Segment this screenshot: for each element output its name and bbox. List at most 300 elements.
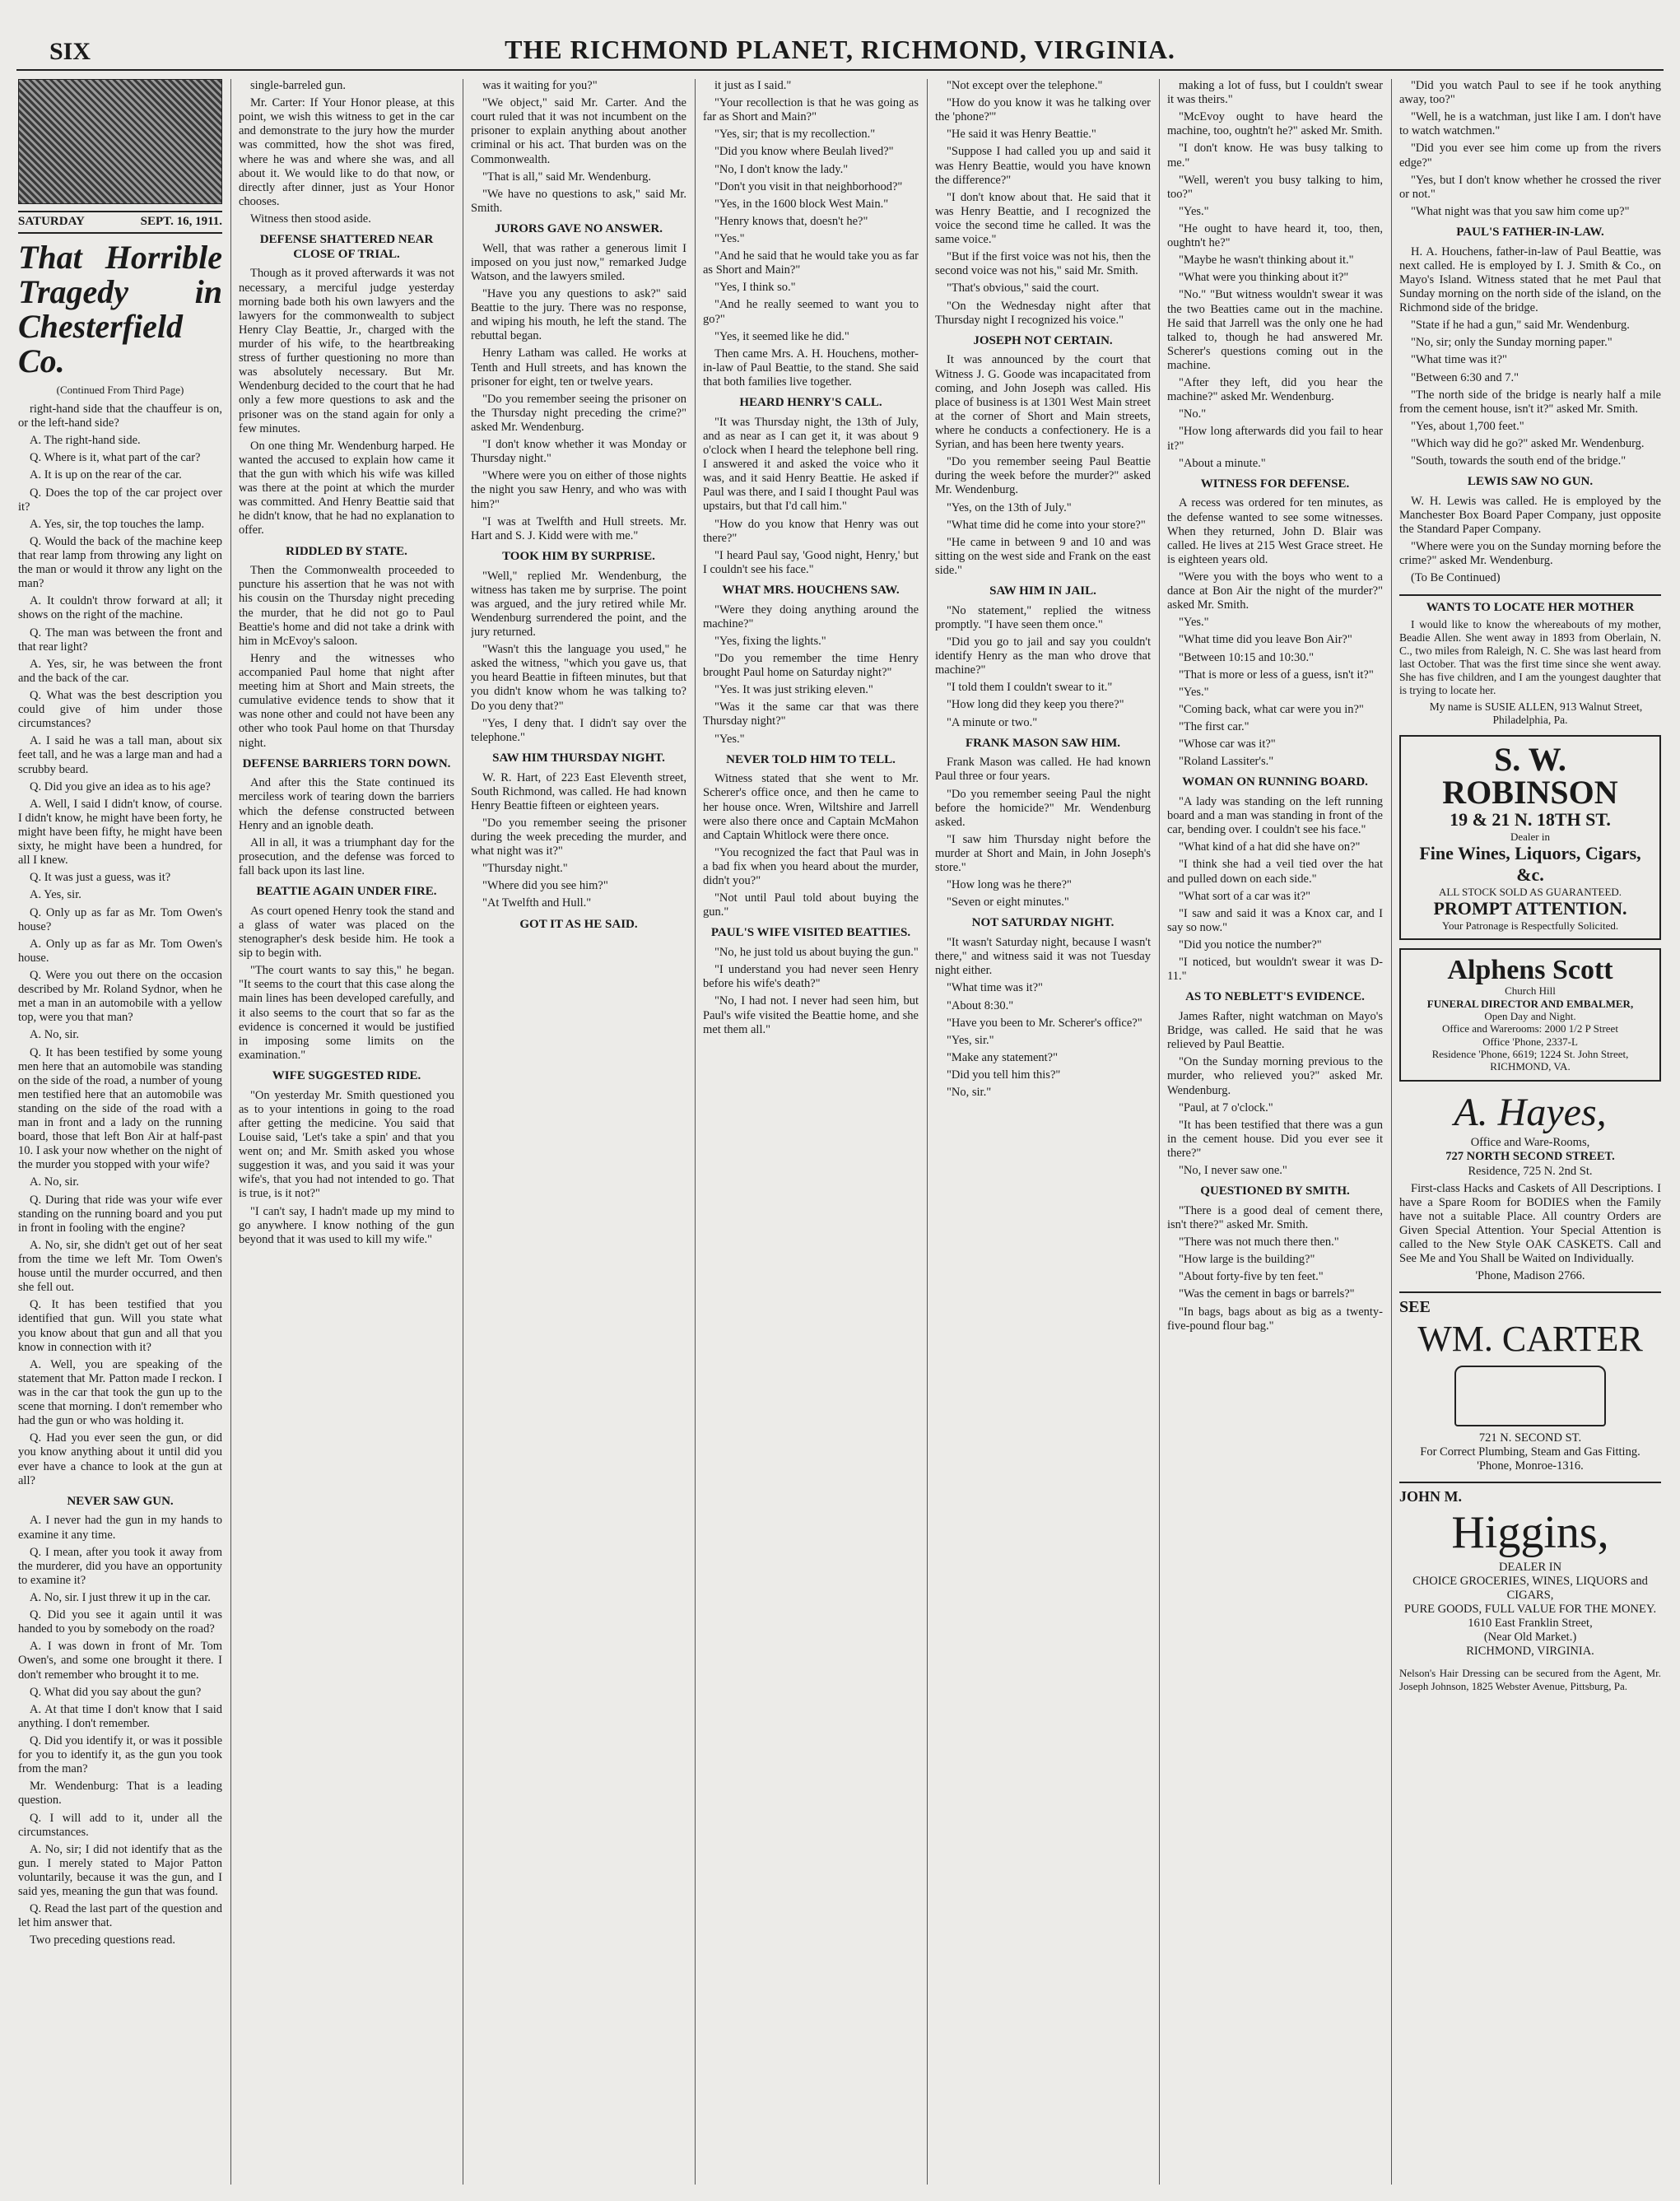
- col6-subhead-1: WITNESS FOR DEFENSE.: [1200, 477, 1350, 491]
- paragraph: "Yes. It was just striking eleven.": [714, 683, 873, 697]
- paragraph: "Thursday night.": [482, 862, 568, 876]
- paragraph: "I think she had a veil tied over the hat and pulled down on each side.": [1167, 858, 1383, 886]
- paragraph: "I noticed, but wouldn't swear it was D-11.": [1167, 956, 1383, 984]
- col2-subhead-1: DEFENSE SHATTERED NEAR CLOSE OF TRIAL.: [259, 233, 434, 261]
- paragraph: James Rafter, night watchman on Mayo's Bridge, was called. He said that he was relieved by Paul Beattie.: [1167, 1009, 1383, 1052]
- col6-subhead-2: WOMAN ON RUNNING BOARD.: [1182, 775, 1368, 789]
- carter-address: 721 N. SECOND ST.: [1478, 1431, 1582, 1445]
- paragraph: Q. I will add to it, under all the circumstances.: [18, 1811, 222, 1839]
- paragraph: "Not until Paul told about buying the gun.": [703, 891, 919, 919]
- col3-subhead-1: JURORS GAVE NO ANSWER.: [495, 221, 663, 235]
- paragraph: "Don't you visit in that neighborhood?": [714, 179, 903, 193]
- paragraph: "Where did you see him?": [482, 879, 608, 893]
- paragraph: "I saw and said it was a Knox car, and I say so now.": [1167, 906, 1383, 934]
- paragraph: "Paul, at 7 o'clock.": [1179, 1100, 1273, 1114]
- paragraph: "No, I never saw one.": [1179, 1164, 1287, 1178]
- paragraph: Q. Where is it, what part of the car?: [30, 451, 201, 465]
- paragraph: "Yes, I think so.": [714, 281, 796, 295]
- paragraph: was it waiting for you?": [482, 79, 598, 92]
- paragraph: "Yes.": [1179, 204, 1209, 218]
- col3-body: [471, 79, 686, 216]
- robinson-patronage: Your Patronage is Respectfully Solicited.: [1441, 919, 1619, 933]
- col1-body: [18, 403, 222, 1488]
- paragraph: "What night was that you saw him come up?": [1411, 204, 1630, 218]
- paragraph: Henry Latham was called. He works at Tenth and Hull streets, and has known the prisoner for eight, ten or twelve years.: [471, 347, 686, 389]
- paragraph: Q. Only up as far as Mr. Tom Owen's house?: [18, 905, 222, 933]
- paragraph: Witness stated that she went to Mr. Scherer's office once, and then he came to her house once. Wren, Wiltshire and Jarrell were also there once and Captain McMahon and Captain Whitlock were there once.: [703, 772, 919, 842]
- paragraph: Q. What was the best description you could give of him under those circumstances?: [18, 688, 222, 731]
- paragraph: "I don't know whether it was Monday or Thursday night.": [471, 438, 686, 466]
- column-5: [935, 79, 1151, 2185]
- paragraph: "What time did he come into your store?": [947, 518, 1146, 532]
- hayes-ad: [1399, 1090, 1661, 1284]
- paragraph: "I was at Twelfth and Hull streets. Mr. Hart and S. J. Kidd were with me.": [471, 514, 686, 542]
- paragraph: A. No, sir.: [30, 1028, 80, 1042]
- paragraph: "How long did they keep you there?": [947, 698, 1124, 712]
- column-1: [18, 79, 222, 2185]
- column-rule: [230, 79, 231, 2185]
- paragraph: Q. It has been testified that you identified that gun. Will you state what you know about that gun and all that you know in connection with it?: [18, 1298, 222, 1354]
- paragraph: "After they left, did you hear the machine?" asked Mr. Wendenburg.: [1167, 376, 1383, 404]
- column-rule: [695, 79, 696, 2185]
- paragraph: "Yes.": [714, 231, 745, 245]
- paragraph: "But if the first voice was not his, then the second voice was not his," said Mr. Smith.: [935, 250, 1151, 278]
- column-rule: [1391, 79, 1392, 2185]
- want-ad: [1399, 594, 1661, 727]
- col2-body-5: [239, 905, 454, 1063]
- col4-body-2: [703, 416, 919, 577]
- col3-subhead-4: GOT IT AS HE SAID.: [519, 917, 638, 931]
- paragraph: It was announced by the court that Witness J. G. Goode was incapacitated from coming, and John Joseph was called. His place of business is at 1301 West Main street at the corner of Short and Main streets, where he conducts a confectionery. He is a Syrian, and has been here twenty years.: [935, 353, 1151, 452]
- hayes-sub: Office and Ware-Rooms,: [1470, 1136, 1590, 1150]
- column-rule: [1159, 79, 1160, 2185]
- want-ad-body: I would like to know the whereabouts of my mother, Beadie Allen. She went away in 1893 from Oberlain, N. C., two miles from Raleigh, N. C. She was last heard from last October. That was the first time since she went away. She has five children, and I am the youngest daughter that is trying to locate her.: [1399, 618, 1661, 696]
- paragraph: "Where were you on either of those nights the night you saw Henry, and who was with him?": [471, 469, 686, 511]
- higgins-city: RICHMOND, VIRGINIA.: [1466, 1645, 1594, 1659]
- paragraph: "How do you know it was he talking over the 'phone?'": [935, 96, 1151, 124]
- paragraph: Two preceding questions read.: [30, 1933, 175, 1947]
- col4-body-3: [703, 603, 919, 747]
- paragraph: A. Yes, sir.: [30, 888, 81, 902]
- col5-body-4: [935, 756, 1151, 910]
- paragraph: "Maybe he wasn't thinking about it.": [1179, 254, 1354, 268]
- paragraph: "I don't know. He was busy talking to me.": [1167, 142, 1383, 170]
- paragraph: "About 8:30.": [947, 998, 1014, 1012]
- paragraph: "It wasn't Saturday night, because I wasn't there," and witness said it was not Tuesday night either.: [935, 936, 1151, 978]
- col3-body-4: [471, 771, 686, 911]
- carter-ad: [1399, 1291, 1661, 1473]
- paragraph: A. The right-hand side.: [30, 434, 141, 448]
- paragraph: "No." "But witness wouldn't swear it was the two Beatties came out in the machine. He said that Jarrell was the only one he had talked to, though he had answered Mr. Scherer's questions coming out in the machine.: [1167, 288, 1383, 372]
- paragraph: "Well," replied Mr. Wendenburg, the witness has taken me by surprise. The point was argued, and the jury retired while Mr. Wendenburg surrendered the point, and the jury returned.: [471, 569, 686, 639]
- paragraph: Q. It has been testified by some young men here that an automobile was standing on the side of the road, a number of young men testified here that an automobile was standing on the side of the road with a man in front and a lady on the running board, those that left Bon Air at half-past 10. I ask your now whether on the night of the murder you stopped with your wife?: [18, 1045, 222, 1172]
- paragraph: Q. Did you see it again until it was handed to you by somebody on the road?: [18, 1608, 222, 1636]
- paragraph: "Was the cement in bags or barrels?": [1179, 1287, 1355, 1301]
- paragraph: "A minute or two.": [947, 715, 1038, 729]
- paragraph: "Did you watch Paul to see if he took anything away, too?": [1399, 79, 1661, 107]
- col6-body-4: [1167, 1010, 1383, 1178]
- paragraph: Frank Mason was called. He had known Paul three or four years.: [935, 756, 1151, 784]
- paragraph: A. I was down in front of Mr. Tom Owen's, and some one brought it there. I don't remember who brought it to me.: [18, 1640, 222, 1682]
- higgins-dealer: DEALER IN: [1498, 1560, 1562, 1574]
- higgins-tagline: PURE GOODS, FULL VALUE FOR THE MONEY.: [1403, 1602, 1657, 1616]
- paragraph: Q. It was just a guess, was it?: [30, 871, 171, 885]
- paragraph: H. A. Houchens, father-in-law of Paul Beattie, was next called. He is employed by I. J. Smith & Co., on Mayo's Island. Witness stated that he met Paul that Sunday morning on the north side of the island, on the Richmond side of the bridge.: [1399, 244, 1661, 315]
- hayes-name: A. Hayes,: [1454, 1090, 1607, 1134]
- page-number: SIX: [49, 38, 91, 65]
- paragraph: "Do you remember seeing Paul the night before the homicide?" Mr. Wendenburg asked.: [935, 787, 1151, 829]
- paragraph: "What time was it?": [1411, 353, 1507, 367]
- paragraph: Q. The man was between the front and that rear light?: [18, 626, 222, 654]
- col2-intro: single-barreled gun.: [250, 79, 346, 92]
- paragraph: "And he really seemed to want you to go?": [703, 298, 919, 326]
- paragraph: "How long was he there?": [947, 878, 1072, 892]
- col4-body: [703, 79, 919, 389]
- paragraph: "Yes, sir.": [947, 1033, 994, 1047]
- paragraph: A. No, sir; I did not identify that as the gun. I merely stated to Major Patton voluntarily, because it was the gun, and I said yes, meaning the gun that was found.: [18, 1842, 222, 1899]
- paragraph: "On yesterday Mr. Smith questioned you as to your intentions in going to the road after getting the medicine. You said that Louise said, 'Let's take a spin' and that you went on; and Mr. Smith asked you whose suggestion it was, and you said it was your wife's, that you had not intended to go. That is true, is it not?": [239, 1088, 454, 1201]
- col5-body-5: [935, 936, 1151, 1100]
- scott-phone: Office 'Phone, 2337-L: [1482, 1035, 1578, 1048]
- paragraph: "The north side of the bridge is nearly half a mile from the cement house, isn't it?" asked Mr. Smith.: [1399, 388, 1661, 416]
- paragraph: Witness then stood aside.: [250, 212, 371, 226]
- dateline-day: SATURDAY: [18, 215, 85, 228]
- paragraph: "How do you know that Henry was out there?": [703, 517, 919, 545]
- paragraph: "Yes, sir; that is my recollection.": [714, 128, 876, 142]
- column-4: [703, 79, 919, 2185]
- scott-residence: Residence 'Phone, 6619; 1224 St. John Street, RICHMOND, VA.: [1431, 1048, 1629, 1073]
- paragraph: A. Well, I said I didn't know, of course. I didn't know, he might have been forty, he might have been fifty, he might have been sixty, he might have been a hundred, for all I knew.: [18, 797, 222, 868]
- paragraph: W. R. Hart, of 223 East Eleventh street, South Richmond, was called. He had known Henry Beattie fifteen or eighteen years.: [471, 770, 686, 812]
- paragraph: "There is a good deal of cement there, isn't there?" asked Mr. Smith.: [1167, 1203, 1383, 1231]
- robinson-goods: Fine Wines, Liquors, Cigars, &c.: [1419, 842, 1641, 885]
- main-headline: That Horrible Tragedy in Chesterfield Co.: [18, 238, 222, 379]
- robinson-address: 19 & 21 N. 18TH ST.: [1450, 808, 1611, 830]
- higgins-goods: CHOICE GROCERIES, WINES, LIQUORS and CIGARS,: [1412, 1574, 1648, 1602]
- paragraph: "There was not much there then.": [1179, 1235, 1339, 1249]
- paragraph: "Have you been to Mr. Scherer's office?": [947, 1016, 1142, 1030]
- paragraph: "No, I had not. I never had seen him, but Paul's wife visited the Beattie home, and she met them all.": [703, 994, 919, 1036]
- robinson-attention: PROMPT ATTENTION.: [1433, 898, 1627, 919]
- paragraph: Well, that was rather a generous limit I imposed on you just now," remarked Judge Watson, and the lawyers smiled.: [471, 241, 686, 283]
- paragraph: As court opened Henry took the stand and a glass of water was placed on the stenographer's desk beside him. He took a sip to begin with.: [239, 904, 454, 961]
- paragraph: "On the Sunday morning previous to the murder, who relieved you?" asked Mr. Wendenburg.: [1167, 1055, 1383, 1097]
- paragraph: "Did you ever see him come up from the rivers edge?": [1399, 142, 1661, 170]
- paragraph: "Roland Lassiter's.": [1179, 755, 1274, 769]
- paragraph: On one thing Mr. Wendenburg harped. He wanted the accused to explain how came it that the gun with which his wife was killed was there at the point at which the murder was committed. And Henry Beattie said that he didn't know, that he had no explanation to offer.: [239, 439, 454, 537]
- paragraph: (To Be Continued): [1411, 571, 1501, 585]
- masthead-illustration: [18, 79, 222, 204]
- paragraph: "He ought to have heard it, too, then, oughtn't he?": [1167, 221, 1383, 250]
- col5-body: [935, 79, 1151, 328]
- paragraph: "Do you remember seeing the prisoner on the Thursday night preceding the crime?" asked Mr. Wendenburg.: [471, 392, 686, 434]
- higgins-first: JOHN M.: [1399, 1488, 1462, 1505]
- paragraph: "Wasn't this the language you used," he asked the witness, "which you gave us, that you heard Beattie in fifteen minutes, but that you didn't know whom he was talking to? Do you deny that?": [471, 643, 686, 713]
- paragraph: "About forty-five by ten feet.": [1179, 1270, 1324, 1284]
- paragraph: A. I never had the gun in my hands to examine it any time.: [18, 1514, 222, 1542]
- col2-body-6: [239, 1089, 454, 1247]
- bathtub-icon: [1454, 1366, 1606, 1426]
- paragraph: "Not except over the telephone.": [947, 79, 1103, 92]
- paragraph: "Seven or eight minutes.": [947, 896, 1069, 910]
- paragraph: "You recognized the fact that Paul was in a bad fix when you heard about the murder, didn't you?": [703, 845, 919, 888]
- col2-body: [239, 96, 454, 226]
- col3-body-2: [471, 242, 686, 543]
- higgins-ad: [1399, 1482, 1661, 1659]
- paragraph: "Yes.": [714, 732, 745, 746]
- paragraph: "Yes, but I don't know whether he crossed the river or not.": [1399, 173, 1661, 201]
- paragraph: "No, sir; only the Sunday morning paper.": [1411, 336, 1613, 350]
- paragraph: "No statement," replied the witness promptly. "I have seen them once.": [935, 603, 1151, 631]
- col7-body-2: [1399, 245, 1661, 469]
- paragraph: "Were they doing anything around the machine?": [703, 603, 919, 631]
- paragraph: "Do you remember seeing Paul Beattie during the week before the murder?" asked Mr. Wendenburg.: [935, 455, 1151, 497]
- paragraph: "He said it was Henry Beattie.": [947, 128, 1096, 142]
- paragraph: "How large is the building?": [1179, 1253, 1315, 1267]
- paragraph: "I saw him Thursday night before the murder at Short and Main, in John Joseph's store.": [935, 832, 1151, 875]
- paragraph: "Yes, on the 13th of July.": [947, 500, 1072, 514]
- paper-name: THE RICHMOND PLANET, RICHMOND, VIRGINIA.: [505, 35, 1175, 64]
- paragraph: Then the Commonwealth proceeded to puncture his assertion that he was not with his cousin on the Thursday night preceding the murder, that he did not go to Paul Beattie's home and did not take a drink with him in McEvoy's saloon.: [239, 564, 454, 648]
- paragraph: "Did you tell him this?": [947, 1068, 1061, 1082]
- paragraph: "The first car.": [1179, 719, 1250, 733]
- paragraph: "Yes.": [1179, 616, 1209, 630]
- paragraph: "No.": [1179, 407, 1207, 421]
- higgins-near: (Near Old Market.): [1483, 1631, 1577, 1645]
- paragraph: "At Twelfth and Hull.": [482, 896, 592, 910]
- col5-subhead-2: SAW HIM IN JAIL.: [989, 584, 1096, 598]
- paragraph: "He came in between 9 and 10 and was sitting on the west side and Frank on the east side.": [935, 535, 1151, 577]
- paragraph: Q. What did you say about the gun?: [30, 1685, 202, 1699]
- paragraph: "Yes, fixing the lights.": [714, 634, 826, 648]
- col4-body-4: [703, 772, 919, 919]
- paragraph: Q. Did you identify it, or was it possible for you to identify it, as the gun you took from the man?: [18, 1734, 222, 1776]
- carter-see: SEE: [1399, 1298, 1431, 1317]
- paragraph: "On the Wednesday night after that Thursday night I recognized his voice.": [935, 299, 1151, 327]
- paragraph: "Did you know where Beulah lived?": [714, 145, 894, 159]
- paragraph: "I understand you had never seen Henry before his wife's death?": [703, 963, 919, 991]
- paragraph: "Where were you on the Sunday morning before the crime?" asked Mr. Wendenburg.: [1399, 540, 1661, 568]
- col2-subhead-3: DEFENSE BARRIERS TORN DOWN.: [242, 756, 451, 770]
- col4-subhead-1: HEARD HENRY'S CALL.: [739, 396, 882, 410]
- paragraph: "We object," said Mr. Carter. And the court ruled that it was not incumbent on the prisoner to explain anything about another criminal or his act. That burden was on the Commonwealth.: [471, 96, 686, 166]
- col6-subhead-3: AS TO NEBLETT'S EVIDENCE.: [1185, 990, 1365, 1004]
- column-2: [239, 79, 454, 2185]
- robinson-guarantee: ALL STOCK SOLD AS GUARANTEED.: [1438, 885, 1622, 898]
- col5-body-3: [935, 604, 1151, 730]
- paragraph: "That's obvious," said the court.: [947, 282, 1100, 295]
- paragraph: "Suppose I had called you up and said it was Henry Beattie, would you have known the difference?": [935, 145, 1151, 187]
- paragraph: Mr. Wendenburg: That is a leading question.: [18, 1780, 222, 1808]
- col5-body-2: [935, 353, 1151, 578]
- paragraph: "Which way did he go?" asked Mr. Wendenburg.: [1411, 436, 1645, 450]
- col1b-body: [18, 1514, 222, 1947]
- paragraph: A recess was ordered for ten minutes, as the defense wanted to see some witnesses. When they returned, John D. Blair was called. He lives at 215 West Grace street. He is eighteen years old.: [1167, 496, 1383, 566]
- col4-subhead-3: NEVER TOLD HIM TO TELL.: [726, 752, 896, 766]
- paragraph: it just as I said.": [714, 79, 792, 92]
- paragraph: "About a minute.": [1179, 456, 1266, 470]
- paragraph: Q. I mean, after you took it away from the murderer, did you have an opportunity to examine it?: [18, 1545, 222, 1587]
- paragraph: "What time was it?": [947, 981, 1043, 995]
- paragraph: A. It couldn't throw forward at all; it shows on the right of the machine.: [18, 594, 222, 622]
- col2-body-3: [239, 564, 454, 750]
- paragraph: right-hand side that the chauffeur is on, or the left-hand side?: [18, 403, 222, 430]
- paragraph: "The court wants to say this," he began. "It seems to the court that this case along the main lines has been developed carefully, and it also seems to the court that so far as the evidence is concerned it would be justified in imposing some limits on the examination.": [239, 964, 454, 1062]
- paragraph: Q. Were you out there on the occasion described by Mr. Roland Sydnor, when he met a man in an automobile with a yellow top, were you that man?: [18, 968, 222, 1025]
- paragraph: "What kind of a hat did she have on?": [1179, 840, 1361, 854]
- paragraph: A. No, sir.: [30, 1175, 80, 1189]
- paragraph: "Yes.": [1179, 685, 1209, 699]
- paragraph: "State if he had a gun," said Mr. Wendenburg.: [1411, 319, 1630, 333]
- paragraph: "McEvoy ought to have heard the machine, too, oughtn't he?" asked Mr. Smith.: [1167, 110, 1383, 138]
- col6-body-5: [1167, 1204, 1383, 1333]
- col4-subhead-4: PAUL'S WIFE VISITED BEATTIES.: [710, 926, 911, 940]
- robinson-ad: [1399, 735, 1661, 941]
- paragraph: Q. Did you give an idea as to his age?: [30, 779, 211, 793]
- paragraph: "Whose car was it?": [1179, 738, 1276, 752]
- paragraph: A. I said he was a tall man, about six feet tall, and he was a large man and had a scrubby beard.: [18, 734, 222, 776]
- want-ad-signature: My name is SUSIE ALLEN, 913 Walnut Street, Philadelphia, Pa.: [1429, 700, 1643, 726]
- col6-subhead-4: QUESTIONED BY SMITH.: [1200, 1184, 1350, 1198]
- hayes-phone: 'Phone, Madison 2766.: [1475, 1269, 1585, 1283]
- paragraph: "And he said that he would take you as far as Short and Main?": [703, 249, 919, 277]
- paragraph: "Yes, in the 1600 block West Main.": [714, 197, 889, 211]
- col4-body-5: [703, 946, 919, 1037]
- col7-body: [1399, 79, 1661, 219]
- col5-subhead-4: NOT SATURDAY NIGHT.: [971, 916, 1115, 930]
- scott-location: Church Hill: [1505, 984, 1556, 998]
- paragraph: "No, sir.": [947, 1086, 992, 1100]
- paragraph: "Yes, about 1,700 feet.": [1411, 419, 1524, 433]
- paragraph: Q. Had you ever seen the gun, or did you know anything about it until did you ever have a chance to look at the gun at all?: [18, 1431, 222, 1487]
- continued-note: (Continued From Third Page): [56, 383, 184, 396]
- col6-body: [1167, 79, 1383, 471]
- paragraph: "We have no questions to ask," said Mr. Smith.: [471, 187, 686, 215]
- paragraph: A. It is up on the rear of the car.: [30, 468, 182, 482]
- paragraph: "No, he just told us about buying the gun.": [714, 946, 919, 960]
- paragraph: A. No, sir, she didn't get out of her seat from the time we left Mr. Tom Owen's house until the murder occurred, and then she fell out.: [18, 1238, 222, 1295]
- paragraph: "Yes, it seemed like he did.": [714, 329, 849, 343]
- dateline-date: SEPT. 16, 1911.: [140, 215, 222, 228]
- paragraph: "Coming back, what car were you in?": [1179, 702, 1364, 716]
- col7-subhead-2: LEWIS SAW NO GUN.: [1467, 475, 1594, 489]
- col3-subhead-2: TOOK HIM BY SURPRISE.: [502, 549, 655, 563]
- carter-service: For Correct Plumbing, Steam and Gas Fitting.: [1420, 1445, 1640, 1459]
- paragraph: A. At that time I don't know that I said anything. I don't remember.: [18, 1702, 222, 1730]
- col2-subhead-5: WIFE SUGGESTED RIDE.: [272, 1069, 421, 1082]
- paragraph: "I told them I couldn't swear to it.": [947, 681, 1113, 695]
- paragraph: "No, I don't know the lady.": [714, 162, 849, 176]
- paragraph: W. H. Lewis was called. He is employed by the Manchester Box Board Paper Company, just opposite the Standard Paper Company.: [1399, 494, 1661, 537]
- hayes-body: First-class Hacks and Caskets of All Descriptions. I have a Spare Room for BODIES when the Family have not a suitable Place. All country Orders are Given Special Attention. Your Special Attention is called to the New Style OAK CASKETS. Call and See Me and You Shall be Waited on Individually.: [1399, 1181, 1661, 1266]
- scott-trade: FUNERAL DIRECTOR AND EMBALMER,: [1426, 997, 1634, 1010]
- paragraph: "A lady was standing on the left running board and a man was standing in front of the car, bending over. I couldn't see his face.": [1167, 794, 1383, 837]
- column-6: [1167, 79, 1383, 2185]
- hayes-residence: Residence, 725 N. 2nd St.: [1468, 1164, 1593, 1178]
- col2-subhead-4: BEATTIE AGAIN UNDER FIRE.: [256, 885, 437, 899]
- col4-subhead-2: WHAT MRS. HOUCHENS SAW.: [722, 583, 900, 597]
- scott-hours: Open Day and Night.: [1484, 1010, 1576, 1023]
- paragraph: A. Yes, sir, he was between the front and the back of the car.: [18, 657, 222, 685]
- scott-name: Alphens Scott: [1447, 955, 1613, 986]
- column-3: [471, 79, 686, 2185]
- paragraph: "Have you any questions to ask?" said Beattie to the jury. There was no response, and wiping his mouth, he left the stand. The rebuttal began.: [471, 287, 686, 343]
- col3-body-3: [471, 570, 686, 745]
- paragraph: "Do you remember the time Henry brought Paul home on Saturday night?": [703, 651, 919, 680]
- paragraph: "Was it the same car that was there Thursday night?": [703, 700, 919, 728]
- paragraph: A. No, sir. I just threw it up in the car.: [30, 1591, 211, 1605]
- paragraph: "South, towards the south end of the bridge.": [1411, 454, 1626, 468]
- col2-body-2: [239, 267, 454, 537]
- paragraph: "Henry knows that, doesn't he?": [714, 214, 868, 228]
- col6-body-2: [1167, 496, 1383, 769]
- want-ad-heading: WANTS TO LOCATE HER MOTHER: [1426, 600, 1635, 614]
- paragraph: "That is all," said Mr. Wendenburg.: [482, 170, 652, 184]
- column-7: [1399, 79, 1661, 2185]
- footer-note: Nelson's Hair Dressing can be secured from the Agent, Mr. Joseph Johnson, 1825 Webster Avenue, Pittsburg, Pa.: [1399, 1667, 1661, 1692]
- paragraph: Henry and the witnesses who accompanied Paul home that night after meeting him at Short and Main streets, the cumulative evidence tends to show that it was none other and could not have been any other who took Paul home on that Thursday night.: [239, 651, 454, 750]
- scott-ad: [1399, 948, 1661, 1081]
- paragraph: "Do you remember seeing the prisoner during the week preceding the murder, and what night was it?": [471, 816, 686, 859]
- col6-body-3: [1167, 795, 1383, 984]
- paragraph: making a lot of fuss, but I couldn't swear it was theirs.": [1167, 79, 1383, 107]
- paragraph: "Make any statement?": [947, 1050, 1059, 1064]
- paragraph: "Did you notice the number?": [1179, 938, 1322, 952]
- higgins-address: 1610 East Franklin Street,: [1468, 1617, 1593, 1630]
- paragraph: "Were you with the boys who went to a dance at Bon Air the night of the murder?" asked Mr. Smith.: [1167, 570, 1383, 612]
- col7-body-3: [1399, 495, 1661, 586]
- robinson-dealer: Dealer in: [1510, 830, 1550, 843]
- paragraph: And after this the State continued its merciless work of tearing down the barriers which the defense constructed between Henry and an ignoble death.: [239, 776, 454, 832]
- dateline: [18, 211, 222, 234]
- paragraph: A. Only up as far as Mr. Tom Owen's house.: [18, 937, 222, 965]
- col2-body-4: [239, 776, 454, 878]
- paragraph: Q. Read the last part of the question and let him answer that.: [18, 1902, 222, 1930]
- higgins-name: Higgins,: [1451, 1507, 1609, 1559]
- paragraph: "Between 6:30 and 7.": [1411, 370, 1519, 384]
- paragraph: A. Yes, sir, the top touches the lamp.: [30, 517, 205, 531]
- paragraph: Q. Would the back of the machine keep that rear lamp from throwing any light on the man or would it throw any light on the man?: [18, 534, 222, 591]
- paragraph: A. Well, you are speaking of the statement that Mr. Patton made I reckon. I was in the car that took the gun up to the scene that morning. I don't remember who had the gun or who was holding it.: [18, 1357, 222, 1428]
- masthead: [16, 23, 1664, 71]
- paragraph: Then came Mrs. A. H. Houchens, mother-in-law of Paul Beattie, to the stand. She said that both families live together.: [703, 347, 919, 389]
- paragraph: Q. Does the top of the car project over it?: [18, 486, 222, 514]
- paragraph: Though as it proved afterwards it was not necessary, a merciful judge yesterday morning bade both his own lawyers and the lawyers for the commonwealth to subject Henry Clay Beattie, Jr., charged with the murder of his wife, to the heartbreaking stress of further questioning no more than was absolutely necessary. But Mr. Wendenburg decided to the court that he had only a few more questions to ask and the prisoner was on the stand again for only a few minutes.: [239, 267, 454, 435]
- scott-office: Office and Warerooms: 2000 1/2 P Street: [1442, 1022, 1618, 1035]
- paragraph: "It was Thursday night, the 13th of July, and as near as I can get it, it was about 9 o'clock when I heard the telephone bell ring. I answered it and asked the voice who it was, and it said Henry Beattie. He asked if Paul was there, and I said I thought Paul was upstairs, but that I'd call him.": [703, 415, 919, 514]
- paragraph: "Well, weren't you busy talking to him, too?": [1167, 173, 1383, 201]
- paragraph: "What sort of a car was it?": [1179, 889, 1310, 903]
- paragraph: "Between 10:15 and 10:30.": [1179, 650, 1315, 664]
- paragraph: All in all, it was a triumphant day for the prosecution, and the defense was forced to fall back upon its last line.: [239, 835, 454, 877]
- col5-subhead-3: FRANK MASON SAW HIM.: [965, 736, 1121, 750]
- paragraph: Q. During that ride was your wife ever standing on the running board and you put in front in fooling with the engine?: [18, 1193, 222, 1235]
- paragraph: "Your recollection is that he was going as far as Short and Main?": [703, 96, 919, 124]
- col3-subhead-3: SAW HIM THURSDAY NIGHT.: [492, 751, 665, 765]
- paragraph: "I can't say, I hadn't made up my mind to go anywhere. I know nothing of the gun beyond that it was used to kill my wife.": [239, 1204, 454, 1246]
- column-rule: [927, 79, 928, 2185]
- carter-name: WM. CARTER: [1417, 1319, 1643, 1360]
- paragraph: "Did you go to jail and say you couldn't identify Henry as the man who drove that machine?": [935, 635, 1151, 677]
- col7-subhead-1: PAUL'S FATHER-IN-LAW.: [1456, 225, 1604, 239]
- hayes-street: 727 NORTH SECOND STREET.: [1445, 1150, 1615, 1164]
- paragraph: "In bags, bags about as big as a twenty-five-pound flour bag.": [1167, 1305, 1383, 1333]
- paragraph: "What time did you leave Bon Air?": [1179, 633, 1352, 647]
- paragraph: "I heard Paul say, 'Good night, Henry,' but I couldn't see his face.": [703, 548, 919, 576]
- carter-phone: 'Phone, Monroe-1316.: [1477, 1459, 1584, 1473]
- paragraph: "Yes, I deny that. I didn't say over the telephone.": [471, 716, 686, 744]
- paragraph: "What were you thinking about it?": [1179, 271, 1349, 285]
